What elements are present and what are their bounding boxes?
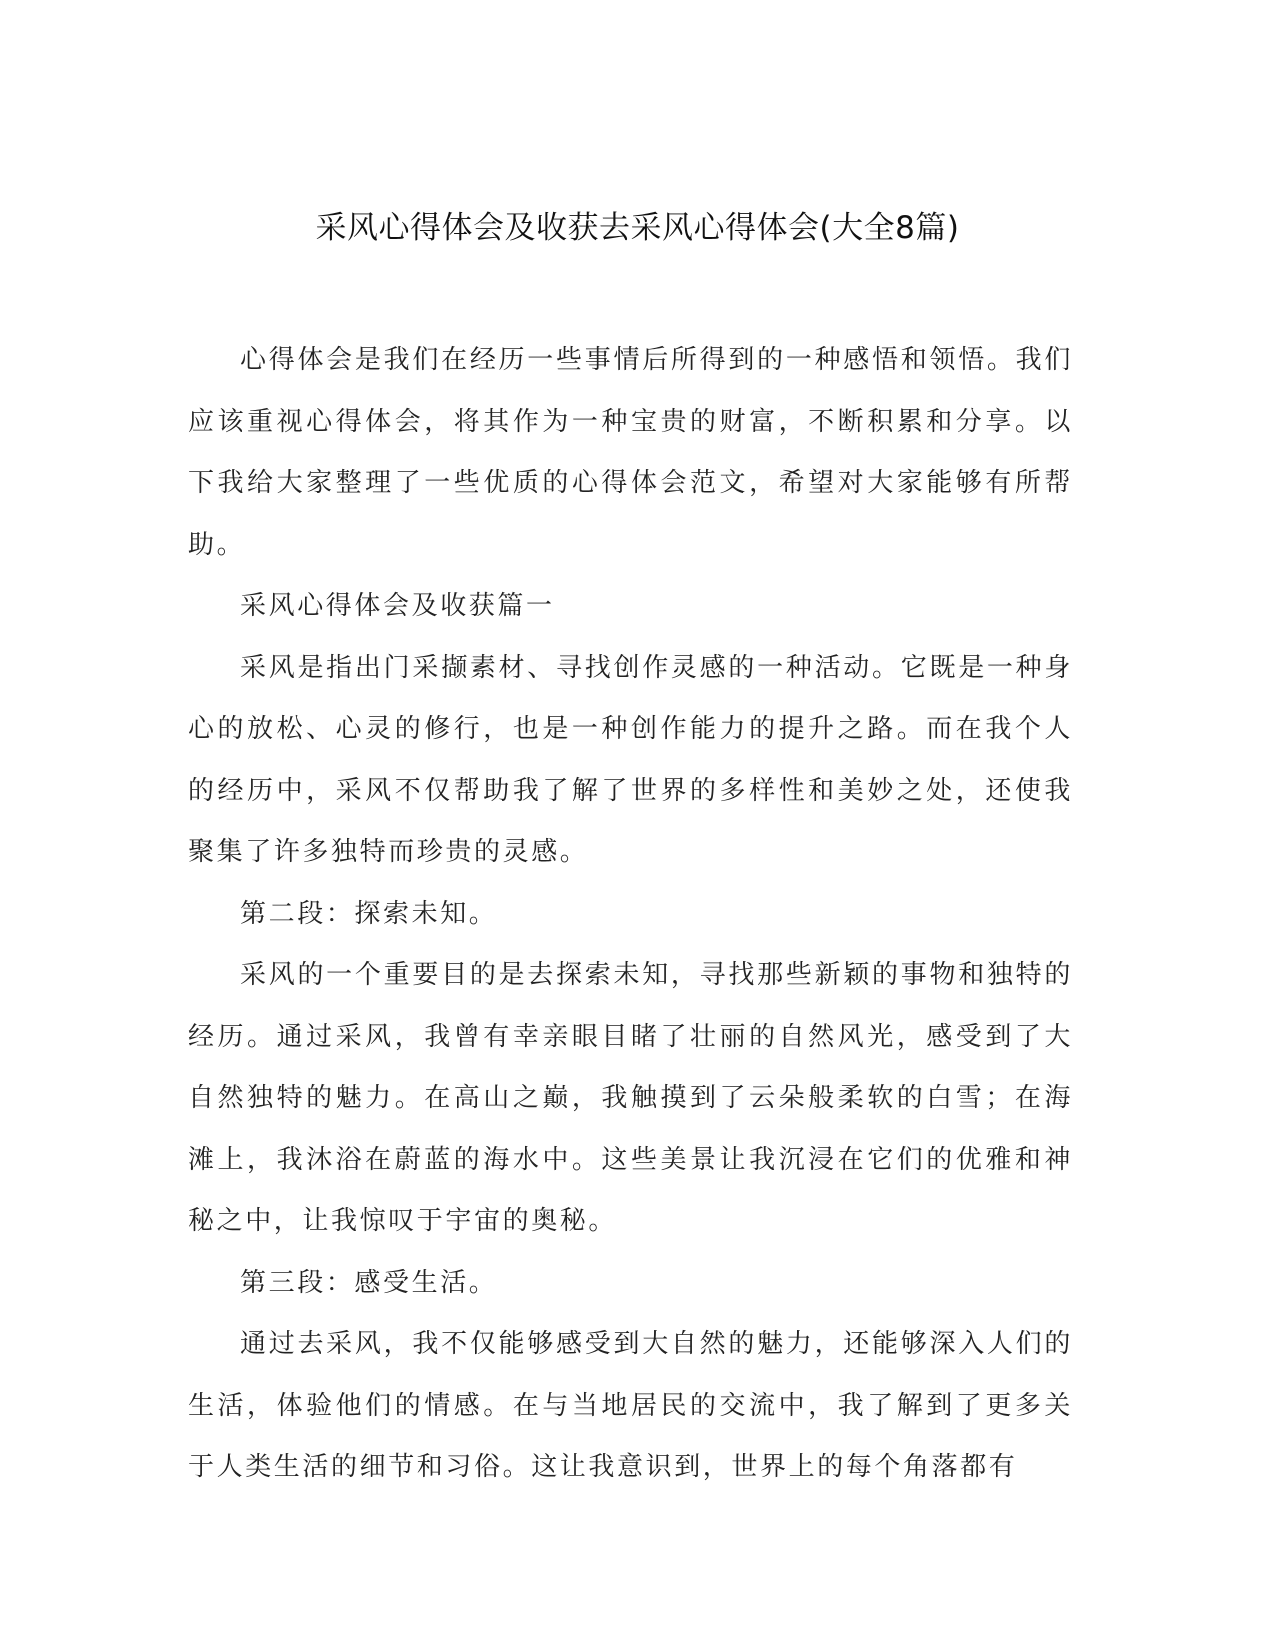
document-title: 采风心得体会及收获去采风心得体会(大全8篇) (315, 210, 960, 246)
body-paragraph: 采风的一个重要目的是去探索未知，寻找那些新颖的事物和独特的经历。通过采风，我曾有幸亲眼目睹了壮丽的自然风光，感受到了大自然独特的魅力。在高山之巅，我触摸到了云朵般柔软的白雪；在海滩上，我沐浴在蔚蓝的海水中。这些美景让我沉浸在它们的优雅和神秘之中，让我惊叹于宇宙的奥秘。 (188, 960, 1073, 1236)
section-heading: 第三段：感受生活。 (240, 1267, 498, 1298)
intro-paragraph: 心得体会是我们在经历一些事情后所得到的一种感悟和领悟。我们应该重视心得体会，将其作为一种宝贵的财富，不断积累和分享。以下我给大家整理了一些优质的心得体会范文，希望对大家能够有所帮助。 (188, 345, 1073, 560)
section-heading: 第二段：探索未知。 (240, 898, 498, 929)
document-body (188, 330, 1073, 1499)
section-heading: 采风心得体会及收获篇一 (240, 591, 555, 621)
body-paragraph: 采风是指出门采撷素材、寻找创作灵感的一种活动。它既是一种身心的放松、心灵的修行，也是一种创作能力的提升之路。而在我个人的经历中，采风不仅帮助我了解了世界的多样性和美妙之处，还使我聚集了许多独特而珍贵的灵感。 (188, 652, 1073, 867)
body-paragraph: 通过去采风，我不仅能够感受到大自然的魅力，还能够深入人们的生活，体验他们的情感。在与当地居民的交流中，我了解到了更多关于人类生活的细节和习俗。这让我意识到，世界上的每个角落都有 (188, 1329, 1073, 1482)
